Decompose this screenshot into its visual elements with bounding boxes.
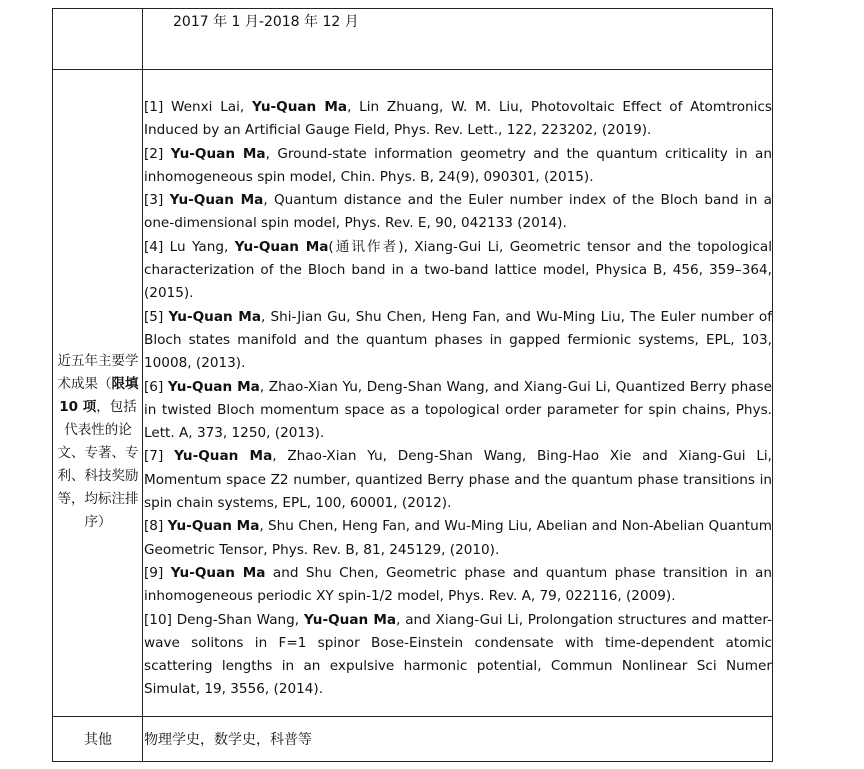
publication-index: [6] <box>144 378 164 395</box>
publication-author: Yu-Quan Ma <box>167 518 260 535</box>
publication-pre: Deng-Shan Wang, <box>176 611 304 628</box>
publication-post: , Zhao-Xian Yu, Deng-Shan Wang, and Xiang-Gui Li, Quantized Berry phase in twisted Bloch momentum space as a topological order parameter for spin chains, Phys. Lett. A, 373, 1250, (2013). <box>144 378 772 442</box>
publication-author: Yu-Quan Ma <box>234 238 329 255</box>
cv-table <box>52 8 773 762</box>
other-value-cell <box>143 717 772 761</box>
achievements-label-line1: 近五年主要学术成果（ <box>57 353 139 392</box>
period-label-cell <box>53 9 143 69</box>
publication-index: [4] <box>144 238 164 255</box>
publication-item <box>144 445 772 515</box>
achievements-value-cell <box>143 70 772 716</box>
achievements-label-bold: 限填 10 项 <box>59 376 139 415</box>
publication-post: , and Xiang-Gui Li, Prolongation structures and matter-wave solitons in F=1 spinor Bose-Einstein condensate with time-dependent atomic scattering lengths in an expulsive harmonic potential, Commun Nonlinear Sci Numer Simulat, 19, 3556, (2014). <box>144 611 773 698</box>
publication-author: Yu-Quan Ma <box>174 448 273 465</box>
publication-index: [3] <box>144 192 164 209</box>
publication-post: , Zhao-Xian Yu, Deng-Shan Wang, Bing-Hao Xie and Xiang-Gui Li, Momentum space Z2 number, quantized Berry phase and the quantum phase transitions in spin chain systems, EPL, 100, 60001, (2012). <box>144 448 772 512</box>
other-row <box>53 717 772 761</box>
publication-author: Yu-Quan Ma <box>170 564 266 581</box>
publication-index: [10] <box>144 611 172 628</box>
publication-pre: Wenxi Lai, <box>171 99 252 115</box>
publication-item <box>144 306 772 376</box>
other-label-cell <box>53 717 143 761</box>
publication-index: [2] <box>144 145 164 162</box>
publication-item <box>144 562 772 609</box>
publication-pre: Lu Yang, <box>169 238 235 255</box>
publication-post: , Shu Chen, Heng Fan, and Wu-Ming Liu, Abelian and Non-Abelian Quantum Geometric Tensor, Phys. Rev. B, 81, 245129, (2010). <box>144 518 772 558</box>
publication-item <box>144 515 772 562</box>
publication-author: Yu-Quan Ma <box>303 611 397 628</box>
period-text: 2017 年 1 月-2018 年 12 月 <box>173 14 359 30</box>
publication-author: Yu-Quan Ma <box>170 145 266 162</box>
achievements-label <box>57 350 139 534</box>
publication-item <box>144 609 772 702</box>
publication-item <box>144 376 772 446</box>
other-label: 其他 <box>84 732 112 748</box>
publication-index: [9] <box>144 564 164 581</box>
achievements-label-line2: ，包括代表性的论文、专著、专利、科技奖励等，均标注排序） <box>57 399 139 530</box>
period-row <box>53 9 772 70</box>
publication-post: and Shu Chen, Geometric phase and quantum phase transition in an inhomogeneous periodic XY spin-1/2 model, Phys. Rev. A, 79, 022116, (2009). <box>144 564 772 605</box>
period-value-cell <box>143 9 772 69</box>
publication-item <box>144 189 772 236</box>
achievements-row <box>53 70 772 717</box>
achievements-label-cell <box>53 70 143 716</box>
other-value: 物理学史，数学史，科普等 <box>144 732 312 748</box>
publication-list <box>144 96 772 702</box>
publication-item <box>144 96 772 143</box>
publication-index: [7] <box>144 448 164 465</box>
publication-post: , Shi-Jian Gu, Shu Chen, Heng Fan, and Wu-Ming Liu, The Euler number of Bloch states manifold and the quantum phases in gapped fermionic systems, EPL, 103, 10008, (2013). <box>144 308 772 372</box>
publication-post: , Ground-state information geometry and the quantum criticality in an inhomogeneous spin model, Chin. Phys. B, 24(9), 090301, (2015). <box>144 145 772 185</box>
publication-author: Yu-Quan Ma <box>168 308 262 325</box>
publication-item <box>144 143 772 190</box>
publication-post: , Lin Zhuang, W. M. Liu, Photovoltaic Effect of Atomtronics Induced by an Artificial Gauge Field, Phys. Rev. Lett., 122, 223202, (2019). <box>144 99 772 139</box>
publication-item <box>144 236 772 306</box>
publication-index: [8] <box>144 518 164 535</box>
publication-index: [1] <box>144 99 164 115</box>
publication-author: Yu-Quan Ma <box>167 378 260 395</box>
publication-post: , Quantum distance and the Euler number index of the Bloch band in a one-dimensional spin model, Phys. Rev. E, 90, 042133 (2014). <box>144 192 772 232</box>
publication-index: [5] <box>144 308 164 325</box>
publication-author: Yu-Quan Ma <box>169 192 264 209</box>
publication-post: (通讯作者), Xiang-Gui Li, Geometric tensor and the topological characterization of the Bloch band in a two-band lattice model, Physica B, 456, 359–364, (2015). <box>144 238 773 302</box>
publication-author: Yu-Quan Ma <box>251 99 348 115</box>
